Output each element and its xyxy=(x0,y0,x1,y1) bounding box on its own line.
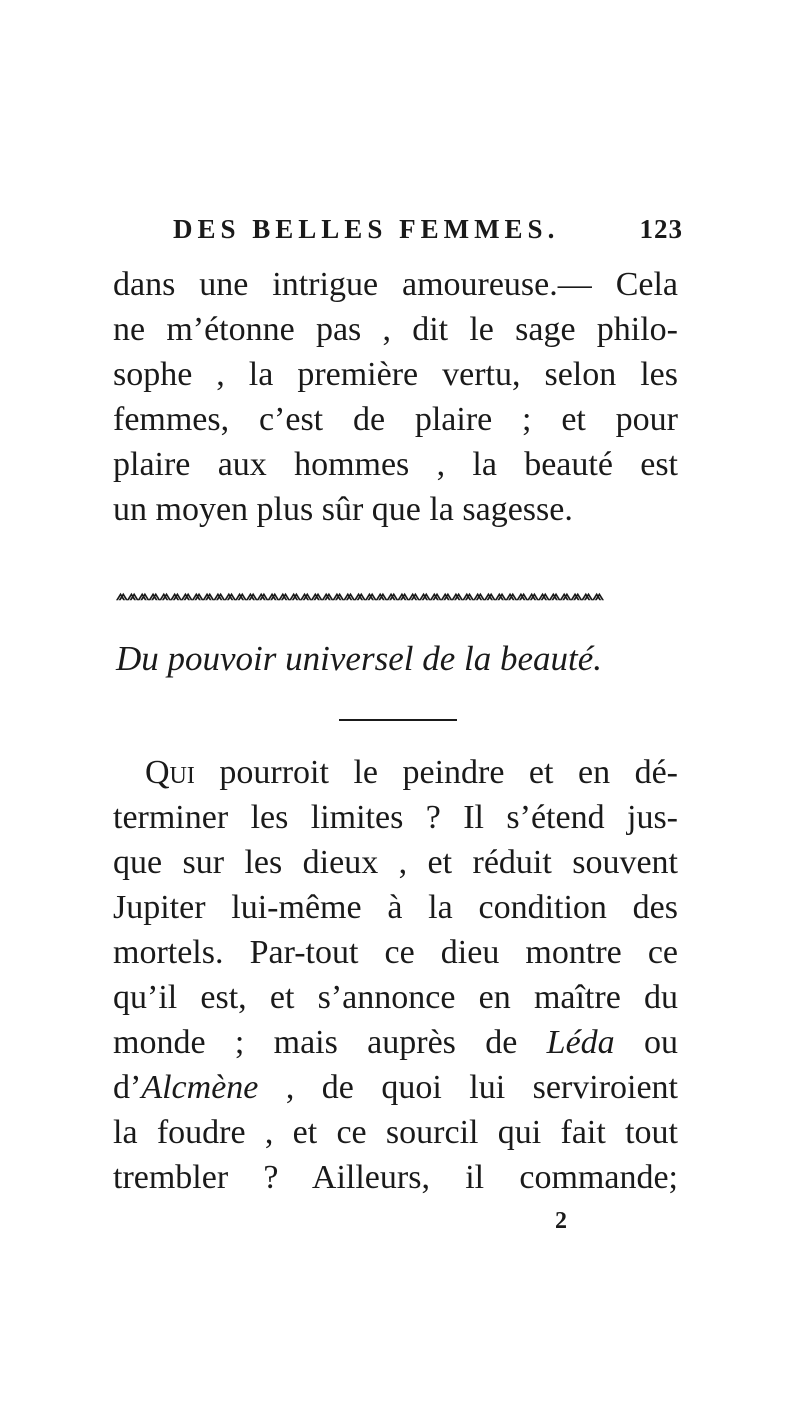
text-line: la foudre , et ce sourcil qui fait tout xyxy=(113,1114,678,1151)
signature-mark: 2 xyxy=(555,1208,567,1234)
text-line: dans une intrigue amoureuse.— Cela xyxy=(113,266,678,303)
paragraph-1 xyxy=(113,262,678,532)
text-line: trembler ? Ailleurs, il commande; xyxy=(113,1159,678,1196)
dropcap-word: Qui xyxy=(145,754,195,791)
italic-name: Alcmène xyxy=(141,1069,259,1106)
text-line xyxy=(113,1065,678,1110)
decorative-divider: ⩕⩕⩕⩕⩕⩕⩕⩕⩕⩕⩕⩕⩕⩕⩕⩕⩕⩕⩕⩕⩕⩕⩕⩕⩕⩕⩕⩕⩕⩕⩕⩕⩕⩕⩕⩕⩕⩕⩕⩕⩕⩕⩕⩕⩕ xyxy=(116,588,603,602)
page-header xyxy=(113,214,683,254)
section-title: Du pouvoir universel de la beauté. xyxy=(116,639,603,678)
text-line: femmes, c’est de plaire ; et pour xyxy=(113,401,678,438)
text-line: un moyen plus sûr que la sagesse. xyxy=(113,491,573,528)
paragraph-2 xyxy=(113,750,678,1200)
text-line: terminer les limites ? Il s’étend jus- xyxy=(113,799,678,836)
text-fragment: , de quoi lui serviroient xyxy=(258,1069,678,1106)
text-line: plaire aux hommes , la beauté est xyxy=(113,446,678,483)
running-title: DES BELLES FEMMES. xyxy=(173,214,560,244)
text-fragment: ou xyxy=(614,1024,678,1061)
section-rule xyxy=(339,719,457,721)
text-fragment: d’ xyxy=(113,1069,142,1106)
text-line: sophe , la première vertu, selon les xyxy=(113,356,678,393)
text-fragment: pourroit le peindre et en dé- xyxy=(194,754,678,791)
text-line: mortels. Par-tout ce dieu montre ce xyxy=(113,934,678,971)
text-line: ne m’étonne pas , dit le sage philo- xyxy=(113,311,678,348)
page-number: 123 xyxy=(639,214,683,244)
text-line: Jupiter lui-même à la condition des xyxy=(113,889,678,926)
text-line: que sur les dieux , et réduit souvent xyxy=(113,844,678,881)
text-line xyxy=(113,1020,678,1065)
text-line: qu’il est, et s’annonce en maître du xyxy=(113,979,678,1016)
italic-name: Léda xyxy=(546,1024,615,1061)
text-line xyxy=(113,750,678,795)
text-fragment: monde ; mais auprès de xyxy=(113,1024,547,1061)
